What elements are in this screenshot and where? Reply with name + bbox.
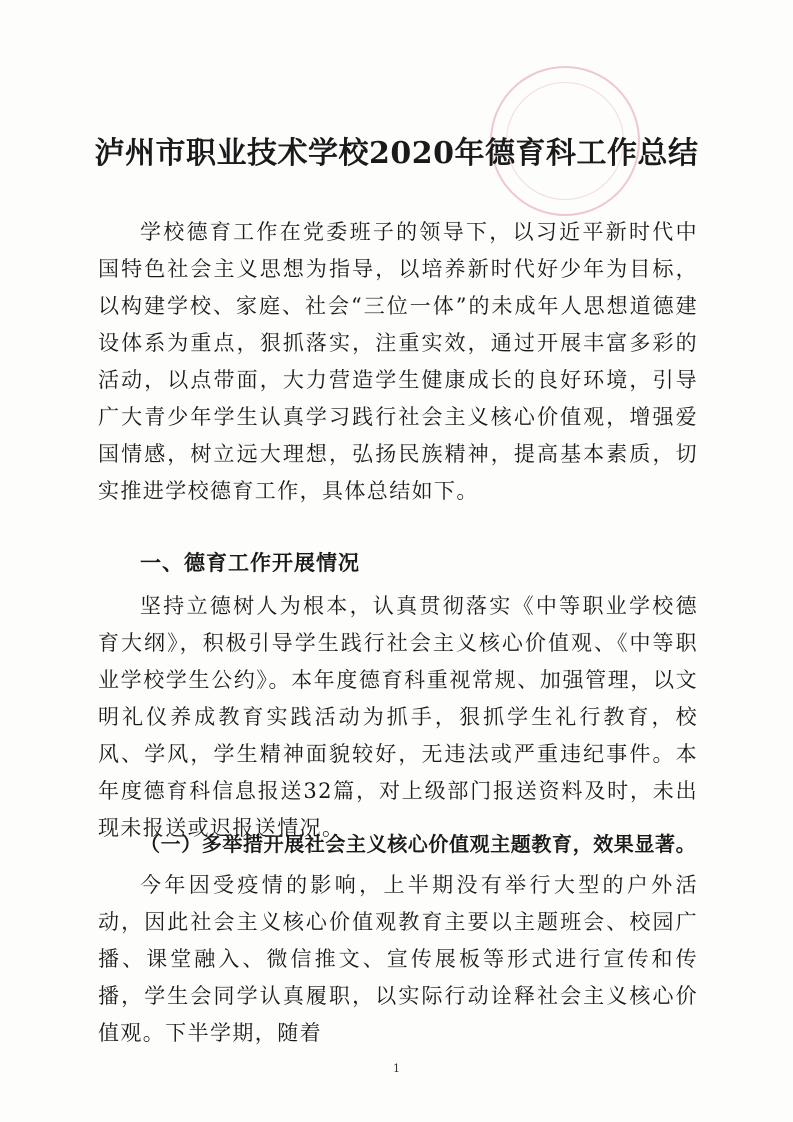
subsection-1-paragraph: 今年因受疫情的影响，上半期没有举行大型的户外活动，因此社会主义核心价值观教育主要以主题班会、校园广播、课堂融入、微信推文、宣传展板等形式进行宣传和传播，学生会同学认真履职，以实际行动诠释社会主义核心价值观。下半学期，随着	[98, 873, 698, 1045]
document-title: 泸州市职业技术学校2020年德育科工作总结	[94, 136, 699, 171]
subsection-heading-1: （一）多举措开展社会主义核心价值观主题教育，效果显著。	[140, 832, 697, 856]
intro-paragraph: 学校德育工作在党委班子的领导下，以习近平新时代中国特色社会主义思想为指导，以培养新时代好少年为目标，以构建学校、家庭、社会“三位一体”的未成年人思想道德建设体系为重点，狠抓落实，注重实效，通过开展丰富多彩的活动，以点带面，大力营造学生健康成长的良好环境，引导广大青少年学生认真学习践行社会主义核心价值观，增强爱国情感，树立远大理想，弘扬民族精神，提高基本素质，切实推进学校德育工作，具体总结如下。	[98, 220, 698, 503]
section-heading-1: 一、德育工作开展情况	[140, 551, 360, 575]
section-1-paragraph: 坚持立德树人为根本，认真贯彻落实《中等职业学校德育大纲》，积极引导学生践行社会主义核心价值观、《中等职业学校学生公约》。本年度德育科重视常规、加强管理，以文明礼仪养成教育实践活动为抓手，狠抓学生礼行教育，校风、学风，学生精神面貌较好，无违法或严重违纪事件。本年度德育科信息报送32篇，对上级部门报送资料及时，未出现未报送或迟报送情况。	[98, 594, 698, 840]
page-number: 1	[393, 1062, 400, 1075]
